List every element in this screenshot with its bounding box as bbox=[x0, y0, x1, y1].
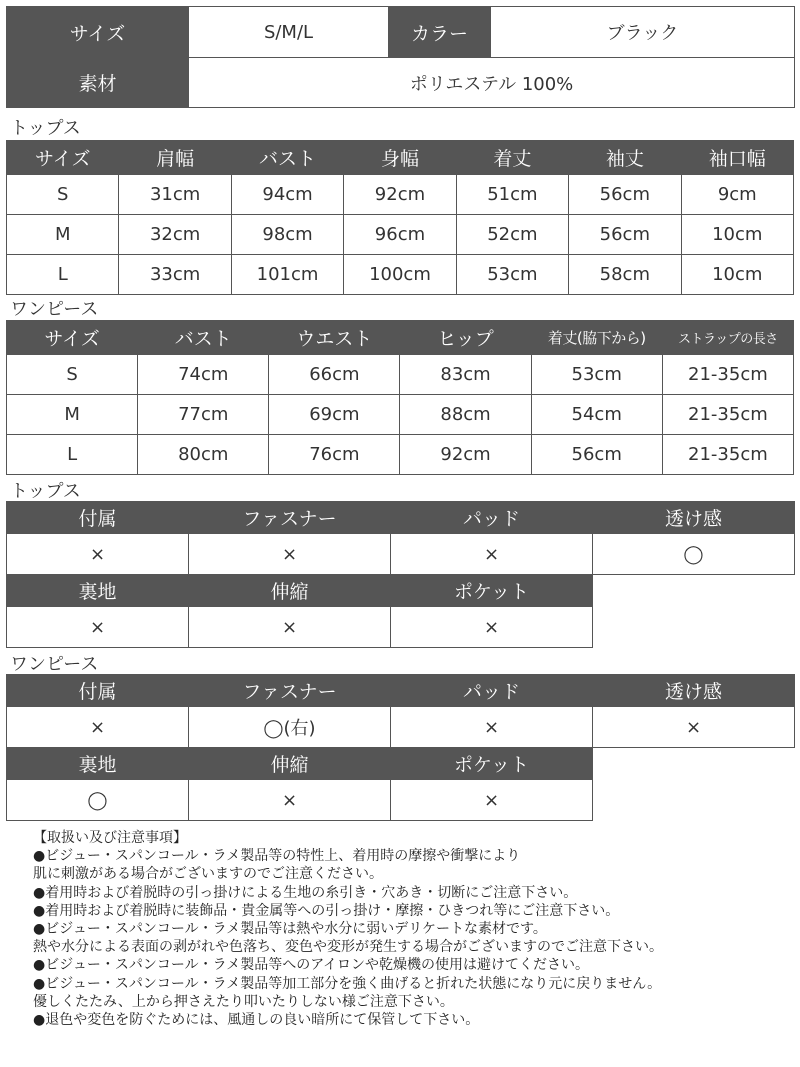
onepiece-detail-table bbox=[6, 674, 795, 821]
table-row bbox=[7, 175, 794, 215]
table-cell: 101cm bbox=[231, 255, 343, 295]
table-row bbox=[7, 355, 794, 395]
blank-cell bbox=[593, 780, 795, 821]
tops-size-header: 身幅 bbox=[344, 141, 456, 175]
table-cell: 53cm bbox=[456, 255, 568, 295]
tops-size-table bbox=[6, 140, 794, 295]
table-cell: 31cm bbox=[119, 175, 231, 215]
table-row bbox=[7, 780, 795, 821]
care-notes bbox=[33, 829, 793, 1029]
onepiece-size-header: ストラップの長さ bbox=[662, 321, 793, 355]
tops-size-header: 袖口幅 bbox=[681, 141, 793, 175]
table-cell: ◯ bbox=[7, 780, 189, 821]
table-cell: 21-35cm bbox=[662, 395, 793, 435]
table-cell: 80cm bbox=[138, 435, 269, 475]
onepiece-detail-header: 裏地 bbox=[7, 748, 189, 780]
table-cell: L bbox=[7, 255, 119, 295]
table-cell: 74cm bbox=[138, 355, 269, 395]
table-cell: 92cm bbox=[400, 435, 531, 475]
table-cell: × bbox=[593, 707, 795, 748]
table-cell: × bbox=[391, 780, 593, 821]
material-value: ポリエステル 100% bbox=[189, 58, 795, 108]
color-label: カラー bbox=[389, 7, 491, 58]
table-cell: ◯(右) bbox=[189, 707, 391, 748]
table-cell: × bbox=[7, 534, 189, 575]
tops-detail-header: 伸縮 bbox=[189, 575, 391, 607]
note-line: ●退色や変色を防ぐためには、風通しの良い暗所にて保管して下さい。 bbox=[33, 1012, 480, 1029]
table-cell: 10cm bbox=[681, 215, 793, 255]
table-cell: 53cm bbox=[531, 355, 662, 395]
onepiece-detail-header: 付属 bbox=[7, 675, 189, 707]
table-cell: 52cm bbox=[456, 215, 568, 255]
size-label: サイズ bbox=[7, 7, 189, 58]
table-cell: 96cm bbox=[344, 215, 456, 255]
tops-detail-table bbox=[6, 501, 795, 648]
table-cell: × bbox=[391, 534, 593, 575]
tops-size-header: 着丈 bbox=[456, 141, 568, 175]
onepiece-detail-header: 伸縮 bbox=[189, 748, 391, 780]
onepiece-detail-section-title: ワンピース bbox=[10, 654, 99, 675]
table-cell: 94cm bbox=[231, 175, 343, 215]
onepiece-detail-header: 透け感 bbox=[593, 675, 795, 707]
onepiece-size-header: サイズ bbox=[7, 321, 138, 355]
table-row bbox=[7, 607, 795, 648]
table-cell: 21-35cm bbox=[662, 435, 793, 475]
table-cell: × bbox=[7, 707, 189, 748]
note-line: ●着用時および着脱時に装飾品・貴金属等への引っ掛け・摩擦・ひきつれ等にご注意下さい。 bbox=[33, 902, 620, 919]
table-row bbox=[7, 534, 795, 575]
tops-detail-header: 透け感 bbox=[593, 502, 795, 534]
table-cell: 100cm bbox=[344, 255, 456, 295]
table-row bbox=[7, 395, 794, 435]
note-line: ●ビジュー・スパンコール・ラメ製品等へのアイロンや乾燥機の使用は避けてください。 bbox=[33, 957, 589, 974]
table-cell: 66cm bbox=[269, 355, 400, 395]
table-cell: × bbox=[189, 780, 391, 821]
table-cell: × bbox=[391, 707, 593, 748]
tops-detail-header: ポケット bbox=[391, 575, 593, 607]
tops-size-header: 肩幅 bbox=[119, 141, 231, 175]
table-cell: ◯ bbox=[593, 534, 795, 575]
onepiece-size-header: ヒップ bbox=[400, 321, 531, 355]
onepiece-detail-header: パッド bbox=[391, 675, 593, 707]
onepiece-size-header: バスト bbox=[138, 321, 269, 355]
table-cell: × bbox=[189, 534, 391, 575]
blank-cell bbox=[593, 607, 795, 648]
note-line: ●ビジュー・スパンコール・ラメ製品等の特性上、着用時の摩擦や衝撃により bbox=[33, 848, 521, 865]
note-line: ●着用時および着脱時の引っ掛けによる生地の糸引き・穴あき・切断にご注意下さい。 bbox=[33, 884, 578, 901]
onepiece-size-header: ウエスト bbox=[269, 321, 400, 355]
onepiece-detail-header: ポケット bbox=[391, 748, 593, 780]
note-line: ●ビジュー・スパンコール・ラメ製品等は熱や水分に弱いデリケートな素材です。 bbox=[33, 921, 547, 938]
table-cell: × bbox=[189, 607, 391, 648]
tops-size-header: 袖丈 bbox=[569, 141, 681, 175]
onepiece-size-header: 着丈(脇下から) bbox=[531, 321, 662, 355]
table-row bbox=[7, 707, 795, 748]
table-cell: 77cm bbox=[138, 395, 269, 435]
tops-detail-header: パッド bbox=[391, 502, 593, 534]
table-cell: 69cm bbox=[269, 395, 400, 435]
tops-detail-header: 裏地 bbox=[7, 575, 189, 607]
table-cell: 54cm bbox=[531, 395, 662, 435]
table-cell: 56cm bbox=[569, 175, 681, 215]
blank-cell bbox=[593, 748, 795, 780]
color-value: ブラック bbox=[491, 7, 795, 58]
tops-detail-header: ファスナー bbox=[189, 502, 391, 534]
note-line: ●ビジュー・スパンコール・ラメ製品等加工部分を強く曲げると折れた状態になり元に戻りません。 bbox=[33, 975, 662, 992]
tops-detail-section-title: トップス bbox=[10, 481, 81, 502]
table-cell: 32cm bbox=[119, 215, 231, 255]
tops-size-header: バスト bbox=[231, 141, 343, 175]
onepiece-size-section-title: ワンピース bbox=[10, 299, 99, 320]
onepiece-detail-header: ファスナー bbox=[189, 675, 391, 707]
table-cell: 21-35cm bbox=[662, 355, 793, 395]
table-cell: S bbox=[7, 355, 138, 395]
table-row bbox=[7, 215, 794, 255]
table-cell: M bbox=[7, 395, 138, 435]
table-cell: 76cm bbox=[269, 435, 400, 475]
table-cell: 92cm bbox=[344, 175, 456, 215]
table-cell: 9cm bbox=[681, 175, 793, 215]
table-cell: 33cm bbox=[119, 255, 231, 295]
tops-detail-header: 付属 bbox=[7, 502, 189, 534]
note-line: 優しくたたみ、上から押さえたり叩いたりしない様ご注意下さい。 bbox=[33, 993, 454, 1010]
size-value: S/M/L bbox=[189, 7, 389, 58]
table-row bbox=[7, 255, 794, 295]
table-cell: × bbox=[391, 607, 593, 648]
note-line: 肌に刺激がある場合がございますのでご注意ください。 bbox=[33, 866, 383, 883]
tops-size-header: サイズ bbox=[7, 141, 119, 175]
blank-cell bbox=[593, 575, 795, 607]
table-cell: 56cm bbox=[569, 215, 681, 255]
table-cell: 58cm bbox=[569, 255, 681, 295]
product-info-table bbox=[6, 6, 795, 108]
table-row bbox=[7, 435, 794, 475]
table-cell: 83cm bbox=[400, 355, 531, 395]
note-line: 熱や水分による表面の剥がれや色落ち、変色や変形が発生する場合がございますのでご注意下さい。 bbox=[33, 939, 663, 956]
tops-size-section-title: トップス bbox=[10, 118, 81, 139]
onepiece-size-table bbox=[6, 320, 794, 475]
notes-heading: 【取扱い及び注意事項】 bbox=[33, 830, 187, 846]
table-cell: S bbox=[7, 175, 119, 215]
table-cell: L bbox=[7, 435, 138, 475]
material-label: 素材 bbox=[7, 58, 189, 108]
table-cell: × bbox=[7, 607, 189, 648]
table-cell: 56cm bbox=[531, 435, 662, 475]
table-cell: 51cm bbox=[456, 175, 568, 215]
table-cell: M bbox=[7, 215, 119, 255]
table-cell: 10cm bbox=[681, 255, 793, 295]
table-cell: 98cm bbox=[231, 215, 343, 255]
table-cell: 88cm bbox=[400, 395, 531, 435]
